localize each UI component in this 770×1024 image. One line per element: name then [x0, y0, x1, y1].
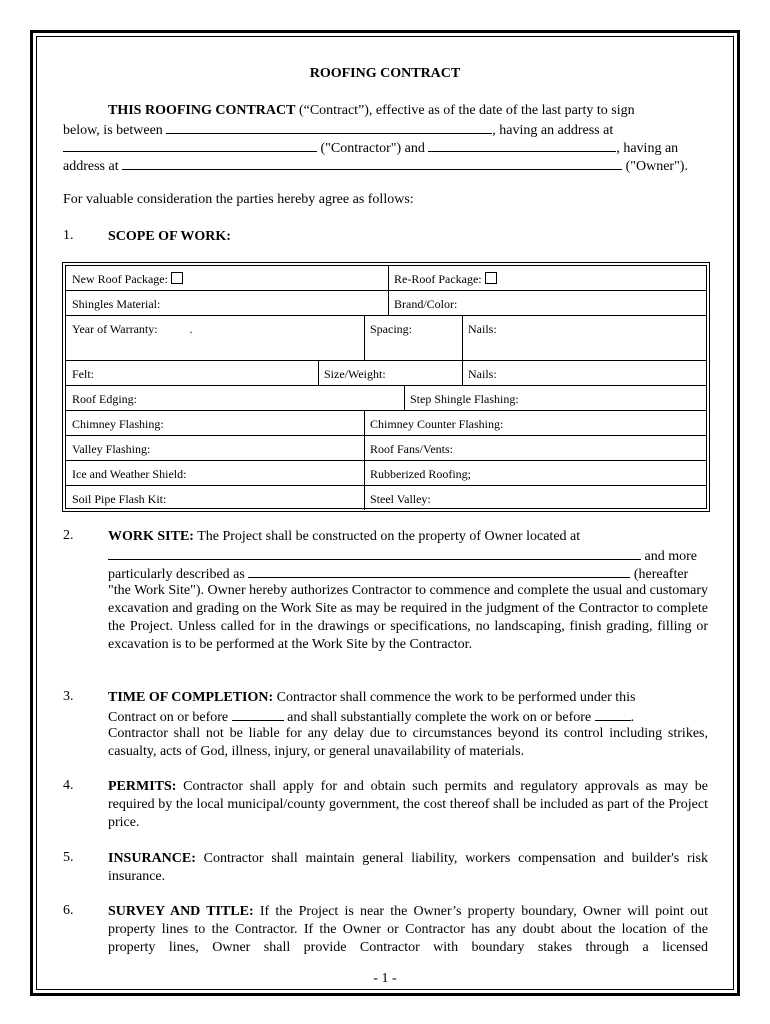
- section3-line2-a: Contract on or before: [108, 710, 232, 725]
- section5-body: Contractor shall maintain general liability, workers compensation and builder's risk insurance.: [108, 851, 708, 884]
- year-of-warranty-label: Year of Warranty:: [72, 322, 158, 336]
- section3-heading: TIME OF COMPLETION:: [108, 690, 274, 705]
- section5-paragraph: [108, 850, 708, 886]
- section4-number: 4.: [63, 778, 74, 793]
- section2-paragraph: [108, 528, 708, 654]
- section2-particularly: particularly described as: [108, 567, 249, 582]
- section3-paragraph: [108, 689, 708, 761]
- intro-line3-b: , having an: [616, 141, 679, 156]
- contractor-name-blank[interactable]: [166, 120, 492, 134]
- table-row: [66, 461, 706, 486]
- size-weight-field[interactable]: Size/Weight:: [324, 367, 386, 381]
- roof-fans-vents-field[interactable]: Roof Fans/Vents:: [370, 442, 454, 456]
- intro-lead: THIS ROOFING CONTRACT: [108, 103, 296, 118]
- table-row: [66, 436, 706, 461]
- soil-pipe-flash-kit-field[interactable]: Soil Pipe Flash Kit:: [72, 492, 167, 506]
- section2-body: "the Work Site"). Owner hereby authorizes Contractor to commence and complete the usual and customary excavation and grading on the Work Site as may be required in the judgment of the Contractor to complete the Project. Unless called for in the drawings or specifications, no landscaping, finish grading, filling or excavation is to be performed at the Work Site by the Contractor.: [108, 583, 708, 652]
- table-row: [66, 291, 706, 316]
- section1-number: 1.: [63, 228, 74, 243]
- intro-line1: (“Contract”), effective as of the date of the last party to sign: [295, 103, 635, 118]
- rubberized-roofing-field[interactable]: Rubberized Roofing;: [370, 467, 471, 481]
- brand-color-field[interactable]: Brand/Color:: [394, 297, 458, 311]
- intro-line3-a: ("Contractor") and: [317, 141, 429, 156]
- section6-number: 6.: [63, 903, 74, 918]
- table-row: [66, 266, 706, 291]
- new-roof-package-label: New Roof Package:: [72, 272, 168, 286]
- table-row: [66, 361, 706, 386]
- nails-field-2[interactable]: Nails:: [468, 367, 497, 381]
- new-roof-package-checkbox[interactable]: [171, 272, 183, 284]
- section3-line2-b: and shall substantially complete the work on or before: [283, 710, 595, 725]
- new-roof-package-cell: [66, 266, 388, 290]
- page-number: - 1 -: [373, 971, 397, 986]
- section4-heading: PERMITS:: [108, 779, 177, 794]
- consideration-text: For valuable consideration the parties hereby agree as follows:: [63, 192, 414, 207]
- spacing-field[interactable]: Spacing:: [370, 322, 412, 336]
- warranty-dot: .: [189, 322, 193, 336]
- chimney-counter-flashing-field[interactable]: Chimney Counter Flashing:: [370, 417, 504, 431]
- section3-line1: Contractor shall commence the work to be performed under this: [273, 690, 636, 705]
- reroof-package-cell: [388, 266, 706, 290]
- intro-line2-a: below, is between: [63, 123, 167, 138]
- table-row: [66, 316, 706, 361]
- nails-field-1[interactable]: Nails:: [468, 322, 497, 336]
- section3-number: 3.: [63, 689, 74, 704]
- intro-line4-a: address at: [63, 159, 123, 174]
- work-site-description-blank[interactable]: [248, 564, 630, 578]
- section5-heading: INSURANCE:: [108, 851, 196, 866]
- section6-paragraph: [108, 903, 708, 957]
- section2-hereafter: (hereafter: [630, 567, 689, 582]
- intro-line2-b: , having an address at: [492, 123, 614, 138]
- table-row: [66, 386, 706, 411]
- ice-weather-shield-field[interactable]: Ice and Weather Shield:: [72, 467, 187, 481]
- shingles-material-field[interactable]: Shingles Material:: [72, 297, 161, 311]
- roof-edging-field[interactable]: Roof Edging:: [72, 392, 137, 406]
- intro-line4-b: ("Owner").: [622, 159, 688, 174]
- section2-number: 2.: [63, 528, 74, 543]
- commence-date-blank[interactable]: [232, 707, 284, 721]
- table-row: [66, 486, 706, 510]
- section2-heading: WORK SITE:: [108, 529, 194, 544]
- owner-address-blank[interactable]: [122, 156, 622, 170]
- section4-paragraph: [108, 778, 708, 832]
- reroof-package-label: Re-Roof Package:: [394, 272, 482, 286]
- contractor-address-blank[interactable]: [63, 138, 317, 152]
- page-border-inner: [36, 36, 734, 990]
- step-shingle-flashing-field[interactable]: Step Shingle Flashing:: [410, 392, 519, 406]
- section6-body: If the Project is near the Owner’s property boundary, Owner will point out property lines to the Contractor. If the Owner or Contractor has any doubt about the location of the property lines, Owner shall provide Contractor with boundary stakes through a licensed: [108, 904, 708, 955]
- section1-heading: SCOPE OF WORK:: [108, 229, 231, 244]
- intro-paragraph: [63, 102, 710, 174]
- completion-date-blank[interactable]: [595, 707, 631, 721]
- section2-and-more: and more: [641, 549, 697, 564]
- steel-valley-field[interactable]: Steel Valley:: [370, 492, 431, 506]
- chimney-flashing-field[interactable]: Chimney Flashing:: [72, 417, 164, 431]
- work-site-location-blank[interactable]: [108, 546, 641, 560]
- year-of-warranty-field[interactable]: [66, 316, 364, 360]
- section6-heading: SURVEY AND TITLE:: [108, 904, 254, 919]
- scope-of-work-table: [62, 262, 710, 512]
- section5-number: 5.: [63, 850, 74, 865]
- reroof-package-checkbox[interactable]: [485, 272, 497, 284]
- section2-line1: The Project shall be constructed on the property of Owner located at: [193, 529, 581, 544]
- valley-flashing-field[interactable]: Valley Flashing:: [72, 442, 151, 456]
- section3-line2-c: .: [630, 710, 635, 725]
- section3-body: Contractor shall not be liable for any delay due to circumstances beyond its control including strikes, casualty, acts of God, illness, injury, or general unavailability of materials.: [108, 726, 708, 759]
- table-row: [66, 411, 706, 436]
- document-title: ROOFING CONTRACT: [309, 66, 461, 81]
- section4-body: Contractor shall apply for and obtain such permits and regulatory approvals as may be required by the local municipal/county government, the cost thereof shall be included as part of the Project price.: [108, 779, 708, 830]
- felt-field[interactable]: Felt:: [72, 367, 95, 381]
- owner-name-blank[interactable]: [428, 138, 616, 152]
